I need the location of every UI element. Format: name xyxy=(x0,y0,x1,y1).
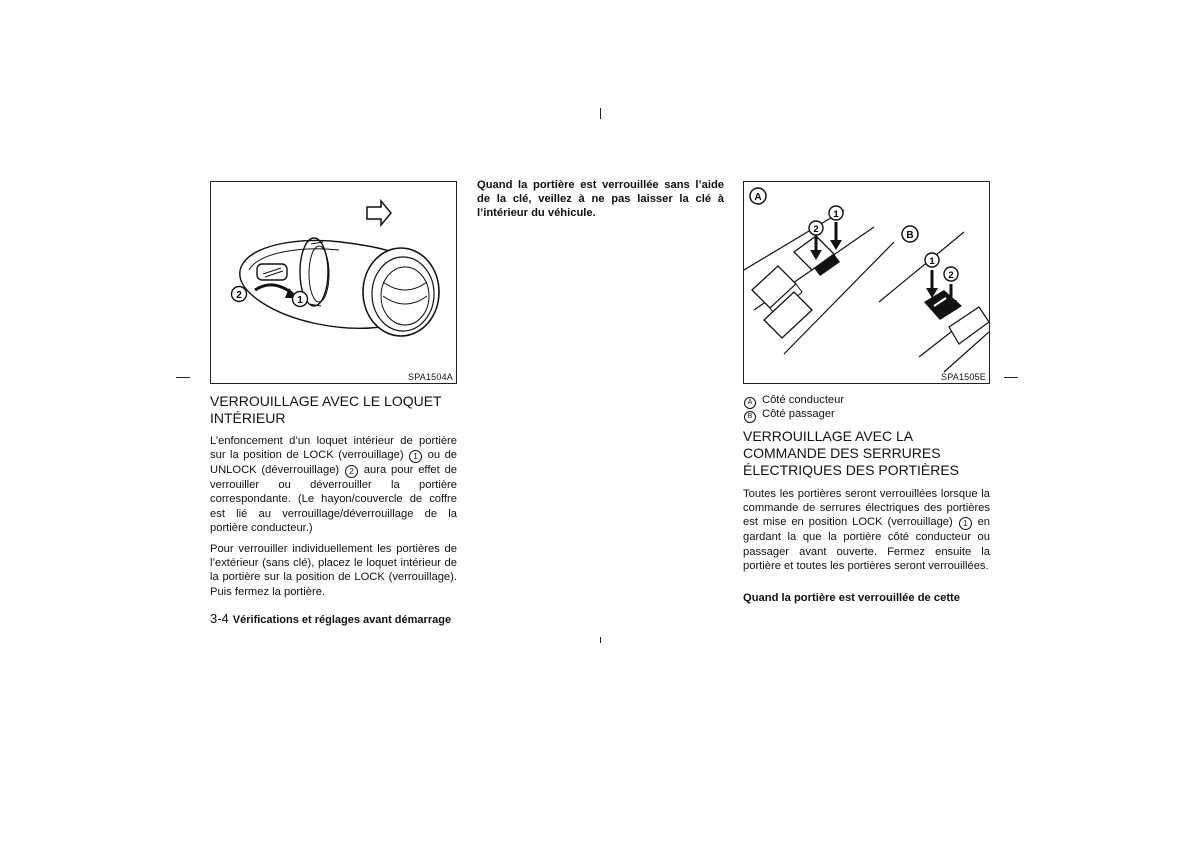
paragraph-bold-continuation: Quand la portière est verrouillée de cette xyxy=(743,592,960,604)
callout-A: A xyxy=(754,192,762,203)
crop-mark-top xyxy=(600,108,601,119)
circled-number-1: 1 xyxy=(409,450,422,463)
paragraph-text: ou de UNLOCK (déverrouillage) xyxy=(210,449,458,477)
legend-letter-B: B xyxy=(744,411,756,423)
section-heading-loquet: VERROUILLAGE AVEC LE LOQUET INTÉRIEUR xyxy=(210,393,442,426)
callout-1: 1 xyxy=(297,295,303,306)
figure-power-lock-switches xyxy=(743,181,990,384)
callout-B-1: 1 xyxy=(929,256,935,267)
legend-item-passenger xyxy=(743,407,990,421)
warning-key-inside: Quand la portière est verrouillée sans l’aide de la clé, veillez à ne pas laisser la clé à l’intérieur du véhicule. xyxy=(477,179,724,220)
paragraph-loquet-1 xyxy=(210,434,457,535)
figure-legend xyxy=(743,393,990,421)
circled-number-1: 1 xyxy=(959,517,972,530)
callout-B-2: 2 xyxy=(948,270,954,281)
callout-A-1: 1 xyxy=(833,209,839,220)
paragraph-text: aura pour effet de verrouiller ou déverrouiller la portière correspondante. (Le hayon/couvercle de coffre est lié au verrouillage/déverrouillage de la portière conducteur.) xyxy=(210,464,458,534)
legend-text: Côté passager xyxy=(762,408,835,420)
page-footer xyxy=(210,611,451,626)
paragraph-power-locks xyxy=(743,487,990,573)
power-lock-switch-illustration xyxy=(744,182,989,383)
callout-A-2: 2 xyxy=(813,224,819,235)
paragraph-text: Toutes les portières seront verrouillées lorsque la commande de serrures électriques des portières est mise en position LOCK (verrouillage) xyxy=(743,488,990,529)
paragraph-text: en gardant la que la portière côté conducteur ou passager avant ouverte. Fermez ensuite la portière et toutes les portières seront verrouillées. xyxy=(743,516,991,572)
legend-letter-A: A xyxy=(744,397,756,409)
crop-mark-right xyxy=(1004,377,1018,378)
page-number: 3-4 xyxy=(210,611,229,626)
crop-mark-bottom xyxy=(600,637,601,643)
legend-text: Côté conducteur xyxy=(762,394,845,406)
legend-item-driver xyxy=(743,393,990,407)
paragraph-text: L’enfoncement d’un loquet intérieur de portière sur la position de LOCK (verrouillage) xyxy=(210,435,457,462)
callout-B: B xyxy=(906,230,914,241)
section-heading-power-locks: VERROUILLAGE AVEC LA COMMANDE DES SERRURES ÉLECTRIQUES DES PORTIÈRES xyxy=(743,428,960,478)
figure-code: SPA1504A xyxy=(408,372,453,382)
callout-2: 2 xyxy=(236,290,242,301)
door-lock-knob-illustration xyxy=(211,182,456,383)
figure-door-lock-knob xyxy=(210,181,457,384)
crop-mark-left xyxy=(176,377,190,378)
section-title: Vérifications et réglages avant démarrage xyxy=(232,614,452,626)
figure-code: SPA1505E xyxy=(941,372,986,382)
circled-number-2: 2 xyxy=(345,465,358,478)
paragraph-loquet-2: Pour verrouiller individuellement les portières de l’extérieur (sans clé), placez le loquet intérieur de la portière sur la position de LOCK (verrouillage). Puis fermez la portière. xyxy=(210,543,457,598)
